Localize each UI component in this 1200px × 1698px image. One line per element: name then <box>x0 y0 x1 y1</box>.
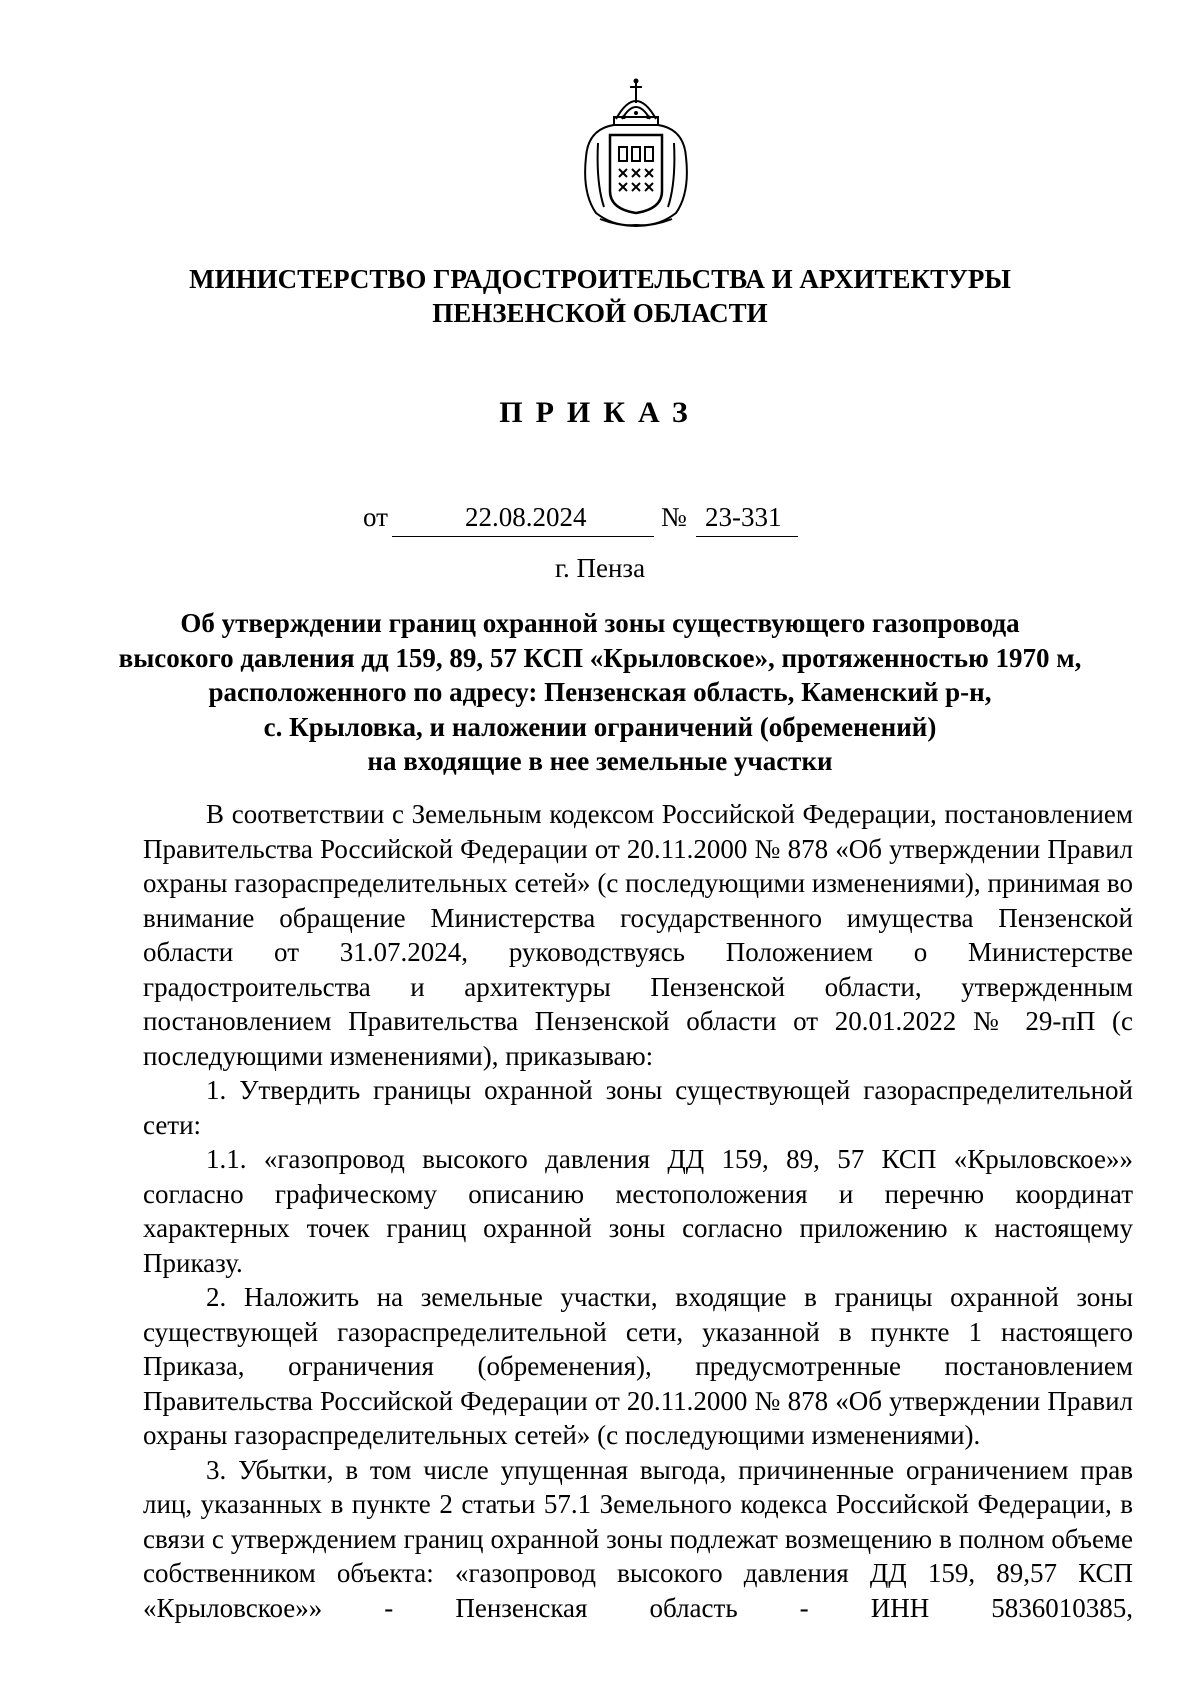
intro-paragraph: В соответствии с Земельным кодексом Российской Федерации, постановлением Правительства Российской Федерации от 20.11.2000 № 878 «Об утверждении Правил охраны газораспределительных сетей» (с последующими изменениями), принимая во внимание обращение Министерства государственного имущества Пензенской области от 31.07.2024, руководствуясь Положением о Министерстве градостроительства и архитектуры Пензенской области, утвержденным постановлением Правительства Пензенской области от 20.01.2022 № 29-пП (с последующими изменениями), приказываю: <box>143 799 1133 1071</box>
coat-of-arms-emblem <box>570 73 702 233</box>
clause-1: 1. Утвердить границы охранной зоны существующей газораспределительной сети: <box>143 1075 1133 1140</box>
ministry-name-line-2: ПЕНЗЕНСКОЙ ОБЛАСТИ <box>432 298 768 328</box>
document-type-title: ПРИКАЗ <box>499 396 701 429</box>
subject-line: высокого давления дд 159, 89, 57 КСП «Крыловское», протяженностью 1970 м, <box>118 642 1082 673</box>
clause-2: 2. Наложить на земельные участки, входящие в границы охранной зоны существующей газораспределительной сети, указанной в пункте 1 настоящего Приказа, ограничения (обременения), предусмотренные постановлением Правительства Российской Федерации от 20.11.2000 № 878 «Об утверждении Правил охраны газораспределительных сетей» (с последующими изменениями). <box>143 1282 1133 1450</box>
subject-line: расположенного по адресу: Пензенская область, Каменский р-н, <box>208 677 992 707</box>
clause-1-1: 1.1. «газопровод высокого давления ДД 159, 89, 57 КСП «Крыловское»» согласно графическому описанию местоположения и перечню координат характерных точек границ охранной зоны согласно приложению к настоящему Приказу. <box>143 1144 1133 1278</box>
clause-3: 3. Убытки, в том числе упущенная выгода, причиненные ограничением прав лиц, указанных в пункте 2 статьи 57.1 Земельного кодекса Российской Федерации, в связи с утверждением границ охранной зоны подлежат возмещению в полном объеме собственником объекта: «газопровод высокого давления ДД 159, 89,57 КСП «Крыловское»» - Пензенская область - ИНН 5836010385, <box>143 1454 1133 1623</box>
order-number: 23-331 <box>705 502 782 532</box>
date-prefix: от <box>363 502 388 532</box>
subject-line: Об утверждении границ охранной зоны существующего газопровода <box>180 608 1020 638</box>
order-date: 22.08.2024 <box>465 502 587 532</box>
order-body <box>143 797 1133 1625</box>
ministry-name-line-1: МИНИСТЕРСТВО ГРАДОСТРОИТЕЛЬСТВА И АРХИТЕКТУРЫ <box>189 264 1011 294</box>
number-underline <box>696 536 798 537</box>
issuing-authority <box>0 262 1200 330</box>
subject-line: с. Крыловка, и наложении ограничений (обременений) <box>263 711 937 742</box>
subject-line: на входящие в нее земельные участки <box>367 746 833 776</box>
issue-city: г. Пенза <box>554 553 646 583</box>
order-subject <box>0 606 1200 779</box>
number-prefix: № <box>661 502 687 532</box>
date-underline <box>392 536 654 537</box>
